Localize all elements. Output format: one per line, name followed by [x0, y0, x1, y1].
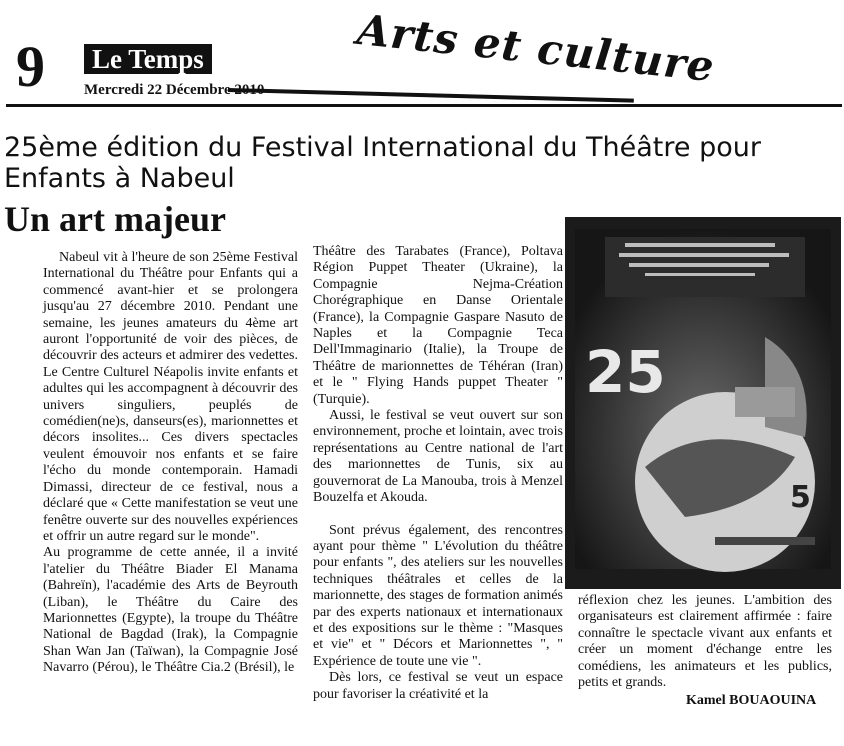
article-headline: Un art majeur: [4, 199, 226, 239]
paragraph: réflexion chez les jeunes. L'ambition des organisateurs est clairement affirmée : faire connaître le spectacle vivant aux enfants et créer un moment d'échange entre les comédiens, les animateurs et les publics, petits et grands.: [578, 593, 832, 691]
issue-date: Mercredi 22 Décembre 2010: [84, 82, 265, 98]
paragraph: Aussi, le festival se veut ouvert sur son environnement, proche et lointain, avec trois représentations au Centre national de l'art des marionnettes de Tunis, six au gouvernorat de La Manouba, trois à Menzel Bouzelfa et Akouda.: [313, 408, 563, 506]
masthead-rule: [6, 104, 842, 107]
paragraph: Théâtre des Tarabates (France), Poltava Région Puppet Theater (Ukraine), la Compagnie Nejma-Création Chorégraphique en Danse Orientale (France), la Compagnie Gaspare Nasuto de Naples et la Compagnie Teca Dell'Immaginario (Italie), la Troupe de Théâtre de marionnettes de Téhéran (Iran) et le " Flying Hands puppet Theater " (Turquie).: [313, 244, 563, 407]
paragraph: Nabeul vit à l'heure de son 25ème Festival International du Théâtre pour Enfants qui a commencé avant-hier et se prolongera jusqu'au 27 décembre 2010. Pendant une semaine, les jeunes amateurs du 4ème art auront l'opportunité de voir des pièces, de découvrir des acteurs et admirer des vedettes. Le Centre Culturel Néapolis invite enfants et adultes qui les accompagnent à découvrir des univers singuliers, peuplés de comédien(ne)s, danseurs(es), marionnettes et décors insolites... Ces divers spectacles veulent émouvoir nos enfants et se faire l'écho du monde contemporain. Hamadi Dimassi, directeur de ce festival, nous a déclaré que « Cette manifestation se veut une fenêtre ouverte sur des nouvelles expériences et offrir un autre regard sur le monde".: [43, 250, 298, 544]
article-column-3: [578, 593, 832, 691]
article-column-2: [313, 244, 563, 703]
poster-image: [565, 217, 841, 589]
section-rule: [228, 88, 634, 103]
paragraph: Dès lors, ce festival se veut un espace pour favoriser la créativité et la: [313, 670, 563, 702]
newspaper-name: Le Temps: [84, 44, 212, 74]
poster-small-number: 5: [790, 480, 811, 515]
article-kicker: 25ème édition du Festival International du Théâtre pour Enfants à Nabeul: [4, 132, 761, 194]
paragraph: Au programme de cette année, il a invité l'atelier du Théâtre Biader El Manama (Bahreïn), l'académie des Arts de Beyrouth (Liban), le Théâtre du Caire des Marionnettes (Egypte), la troupe du Théâtre National de Bagdad (Irak), la Compagnie Shan Wan Jan (Taïwan), la Compagnie José Navarro (Pérou), le Théâtre Cia.2 (Brésil), le: [43, 545, 298, 676]
article-column-1: [43, 250, 298, 677]
page-number: 9: [16, 34, 45, 99]
poster-big-number: 25: [585, 338, 666, 406]
paragraph: Sont prévus également, des rencontres ayant pour thème " L'évolution du théâtre pour enfants ", des ateliers sur les nouvelles techniques théâtrales et celles de la marionnette, des stages de formation animés par des experts nationaux et internationaux et des expositions sur le thème : "Masques et vie" et " Décors et Marionnettes ", " Expérience de toute une vie ".: [313, 522, 563, 669]
section-title: Arts et culture: [354, 5, 718, 92]
festival-poster-photo: [565, 217, 841, 589]
author-byline: Kamel BOUAOUINA: [686, 693, 817, 708]
